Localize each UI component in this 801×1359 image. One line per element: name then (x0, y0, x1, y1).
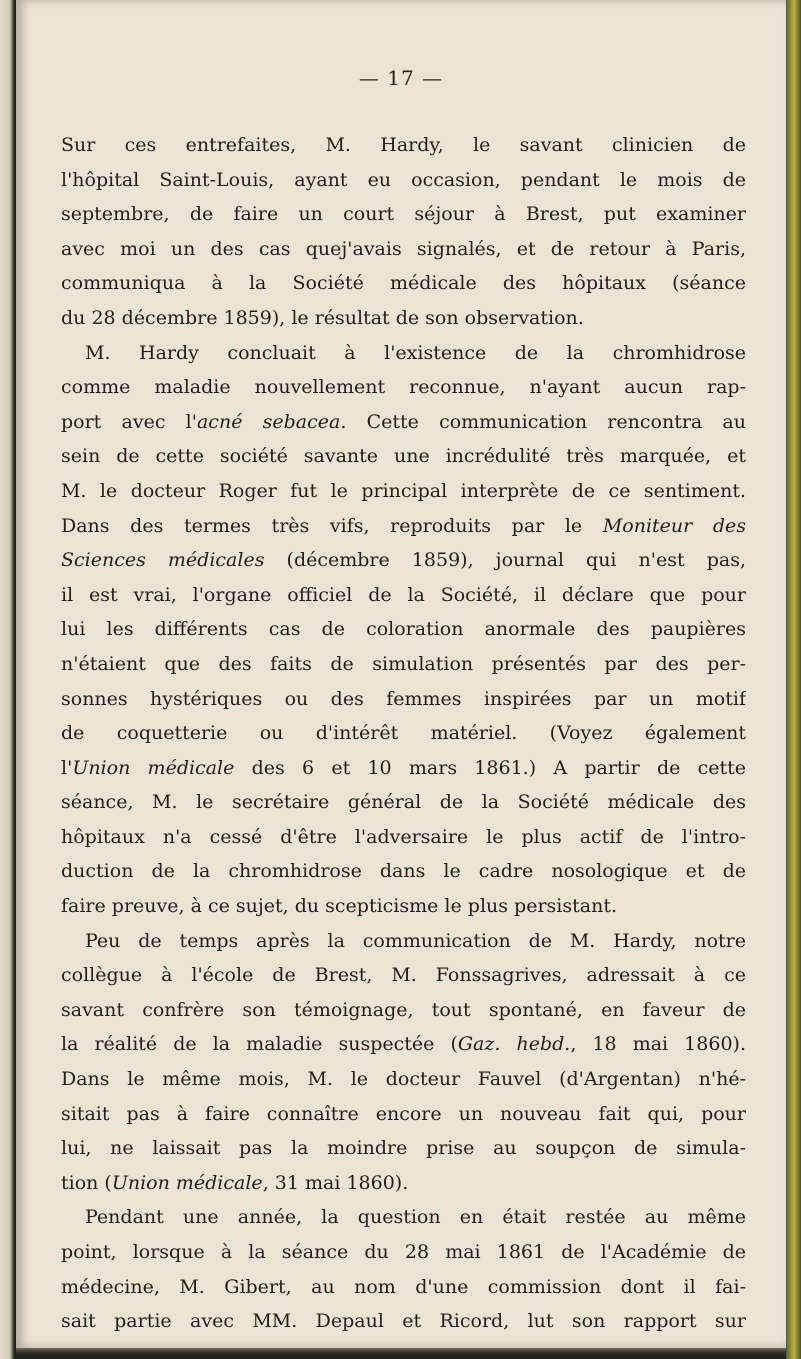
text-line: l'hôpital Saint-Louis, ayant eu occasion, pendant le mois de (61, 168, 746, 191)
page-number: — 17 — (358, 66, 444, 90)
text-line: sonnes hystériques ou des femmes inspirées par un motif (61, 687, 746, 710)
text-line (61, 509, 746, 544)
text-line: sitait pas à faire connaître encore un nouveau fait qui, pour (61, 1102, 746, 1125)
text-line (61, 543, 746, 578)
text-line: M. le docteur Roger fut le principal interprète de ce sentiment. (61, 479, 746, 502)
page-gutter-left (0, 0, 16, 1359)
text-line: Pendant une année, la question en était restée au même (85, 1206, 746, 1229)
text-span: (décembre 1859), journal qui n'est pas, (264, 549, 746, 572)
italic-title: Moniteur des (602, 514, 746, 537)
italic-title: acné sebacea (196, 410, 341, 433)
text-line: du 28 décembre 1859), le résultat de son observation. (61, 306, 584, 329)
page-edge-right (786, 0, 801, 1359)
text-line: avec moi un des cas quej'avais signalés, et de retour à Paris, (61, 237, 746, 260)
text-line: sait partie avec MM. Depaul et Ricord, lut son rapport sur (61, 1310, 746, 1333)
book-page (16, 0, 786, 1348)
page-edge-bottom (16, 1348, 786, 1359)
italic-title: Union médicale (72, 756, 235, 779)
text-line: Peu de temps après la communication de M. Hardy, notre (85, 929, 746, 952)
text-line: séance, M. le secrétaire général de la Société médicale des (61, 791, 746, 814)
text-span: . Cette communication rencontra au (340, 410, 746, 433)
italic-title: Union médicale (111, 1171, 263, 1194)
text-line: comme maladie nouvellement reconnue, n'ayant aucun rap- (61, 376, 746, 399)
text-line: M. Hardy concluait à l'existence de la chromhidrose (85, 341, 746, 364)
text-span: Dans des termes très vifs, reproduits par le (61, 514, 603, 537)
text-line: communiqua à la Société médicale des hôpitaux (séance (61, 272, 746, 295)
text-line: n'étaient que des faits de simulation présentés par des per- (61, 652, 746, 675)
italic-title: Gaz. hebd. (457, 1033, 571, 1056)
text-line (61, 405, 746, 440)
text-line: point, lorsque à la séance du 28 mai 1861 de l'Académie de (61, 1241, 746, 1263)
text-line: hôpitaux n'a cessé d'être l'adversaire le plus actif de l'intro- (61, 825, 746, 848)
text-line: il est vrai, l'organe officiel de la Société, il déclare que pour (61, 583, 746, 606)
text-span: la réalité de la maladie suspectée ( (61, 1033, 458, 1056)
text-line: duction de la chromhidrose dans le cadre nosologique et de (61, 860, 746, 883)
text-line: savant confrère son témoignage, tout spontané, en faveur de (61, 998, 746, 1021)
text-line: septembre, de faire un court séjour à Brest, put examiner (61, 203, 746, 226)
text-line: faire preuve, à ce sujet, du scepticisme le plus persistant. (61, 895, 618, 918)
text-line: médecine, M. Gibert, au nom d'une commission dont il fai- (61, 1275, 746, 1298)
text-line: de coquetterie ou d'intérêt matériel. (Voyez également (61, 722, 746, 745)
text-span: , 31 mai 1860). (262, 1171, 409, 1194)
text-line: collègue à l'école de Brest, M. Fonssagrives, adressait à ce (61, 964, 746, 987)
text-line: lui les différents cas de coloration anormale des paupières (61, 618, 746, 641)
text-line: Sur ces entrefaites, M. Hardy, le savant clinicien de (61, 134, 746, 156)
text-line (61, 751, 746, 786)
text-line: lui, ne laissait pas la moindre prise au soupçon de simula- (61, 1137, 746, 1160)
italic-title: Sciences médicales (61, 549, 265, 572)
text-line: sein de cette société savante une incrédulité très marquée, et (61, 445, 746, 468)
text-span: l' (61, 756, 73, 779)
text-span: , 18 mai 1860). (570, 1033, 746, 1056)
text-span: des 6 et 10 mars 1861.) A partir de cette (234, 756, 746, 779)
text-line (61, 1166, 746, 1201)
text-line: Dans le même mois, M. le docteur Fauvel (d'Argentan) n'hé- (61, 1068, 746, 1091)
text-line (61, 1027, 746, 1062)
body-text (61, 128, 746, 1339)
text-span: port avec l' (61, 410, 197, 433)
text-span: tion ( (61, 1171, 112, 1194)
